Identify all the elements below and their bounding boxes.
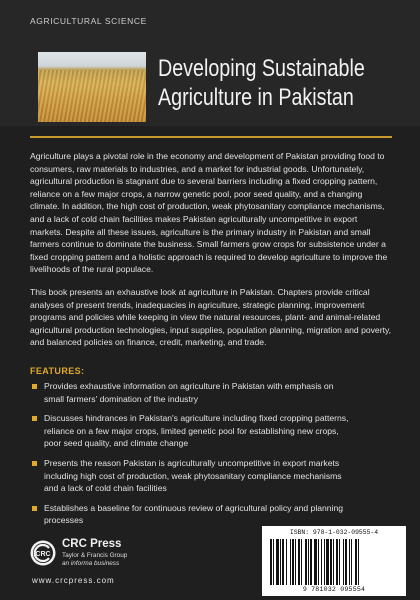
logo-text: CRC xyxy=(35,551,51,558)
barcode-bar xyxy=(305,539,307,585)
publisher-tagline: an informa business xyxy=(62,560,120,567)
barcode-bar xyxy=(308,539,309,585)
barcode-bar xyxy=(290,539,291,585)
divider-rule xyxy=(30,136,392,138)
barcode-bar xyxy=(351,539,352,585)
barcode-bar xyxy=(314,539,317,585)
barcode-bar xyxy=(358,539,359,585)
barcode-bar xyxy=(276,539,279,585)
barcode-bar xyxy=(270,539,272,585)
publisher-url: www.crcpress.com xyxy=(32,576,115,585)
square-bullet-icon xyxy=(32,384,37,389)
feature-item xyxy=(30,412,350,450)
title-line-1: Developing Sustainable xyxy=(158,55,365,82)
barcode-bar xyxy=(310,539,312,585)
barcode-bar xyxy=(298,539,300,585)
feature-text: Discusses hindrances in Pakistan's agriculture including fixed cropping patterns, reliance on a few major crops, limited genetic pool for establishing new crops, poor seed quality, and climate change xyxy=(44,413,349,449)
barcode-bar xyxy=(318,539,319,585)
barcode-bar xyxy=(295,539,296,585)
publisher-name: CRC Press xyxy=(62,538,122,550)
barcode-bar xyxy=(273,539,274,585)
features-heading: FEATURES: xyxy=(30,366,85,376)
description-paragraph-2: This book presents an exhaustive look at agriculture in Pakistan. Chapters provide critical analyses of present trends, inadequacies in agriculture, strategic planning, improvement programs and policies while keeping in view the natural resources, plant- and animal-related agricultural production technologies, input supplies, population planning, migration and poverty, and balanced policies on finance, credit, marketing, and trade. xyxy=(30,286,392,348)
feature-text: Establishes a baseline for continuous review of agricultural policy and planning processes xyxy=(44,502,344,526)
description-paragraph-1: Agriculture plays a pivotal role in the economy and development of Pakistan providing food to consumers, raw materials to industries, and a market for industrial goods. Unfortunately, agricultural production is stagnant due to several barriers including a fixed cropping pattern, reliance on a few major crops, a narrow genetic pool, poor seed quality, and a changing climate. In addition, the high cost of production, weak phytosanitary compliance mechanisms, and a lack of cold chain facilities makes Pakistan agriculturally uncompetitive in export markets. Despite all these issues, agriculture is the primary industry in Pakistan and small farmers continue to dominate the business. Small farmers grow crops for subsistence under a fixed cropping pattern and a holistic approach is required to develop agriculture to improve the livelihoods of the rural populace. xyxy=(30,151,388,275)
book-title xyxy=(158,54,365,112)
barcode-bar xyxy=(286,539,287,585)
barcode-bar xyxy=(321,539,322,585)
barcode-bar xyxy=(343,539,344,585)
barcode-bar xyxy=(324,539,325,585)
features-list xyxy=(30,380,350,534)
title-line-2: Agriculture in Pakistan xyxy=(158,84,354,111)
feature-text: Presents the reason Pakistan is agriculturally uncompetitive in export markets including high cost of production, weak phytosanitary compliance mechanisms and a lack of cold chain facilities xyxy=(44,457,342,494)
barcode-bar xyxy=(292,539,294,585)
feature-item xyxy=(30,457,350,495)
publisher-group: Taylor & Francis Group xyxy=(62,552,128,559)
barcode-bar xyxy=(330,539,332,585)
feature-item xyxy=(30,380,350,405)
barcode-bars xyxy=(268,539,400,585)
square-bullet-icon xyxy=(32,506,37,511)
barcode-bar xyxy=(301,539,302,585)
barcode-digits: 9 781032 095554 xyxy=(302,586,366,593)
wheat-field-photo xyxy=(38,52,146,122)
category-label: AGRICULTURAL SCIENCE xyxy=(30,16,147,26)
barcode-bar xyxy=(326,539,329,585)
barcode-panel xyxy=(262,526,406,596)
feature-text: Provides exhaustive information on agriculture in Pakistan with emphasis on small farmers' domination of the industry xyxy=(44,381,334,404)
barcode-bar xyxy=(282,539,284,585)
barcode-bar xyxy=(336,539,338,585)
feature-item xyxy=(30,502,350,527)
barcode-bar xyxy=(333,539,334,585)
barcode-bar xyxy=(349,539,350,585)
barcode-bar xyxy=(345,539,347,585)
barcode-bar xyxy=(339,539,340,585)
description xyxy=(30,150,392,359)
wheat-stalks-texture xyxy=(38,70,146,122)
isbn-label: ISBN: 978-1-032-09555-4 xyxy=(289,529,379,536)
square-bullet-icon xyxy=(32,416,37,421)
barcode-bar xyxy=(280,539,281,585)
barcode-bar xyxy=(355,539,357,585)
crc-press-logo-icon xyxy=(30,540,56,566)
square-bullet-icon xyxy=(32,461,37,466)
